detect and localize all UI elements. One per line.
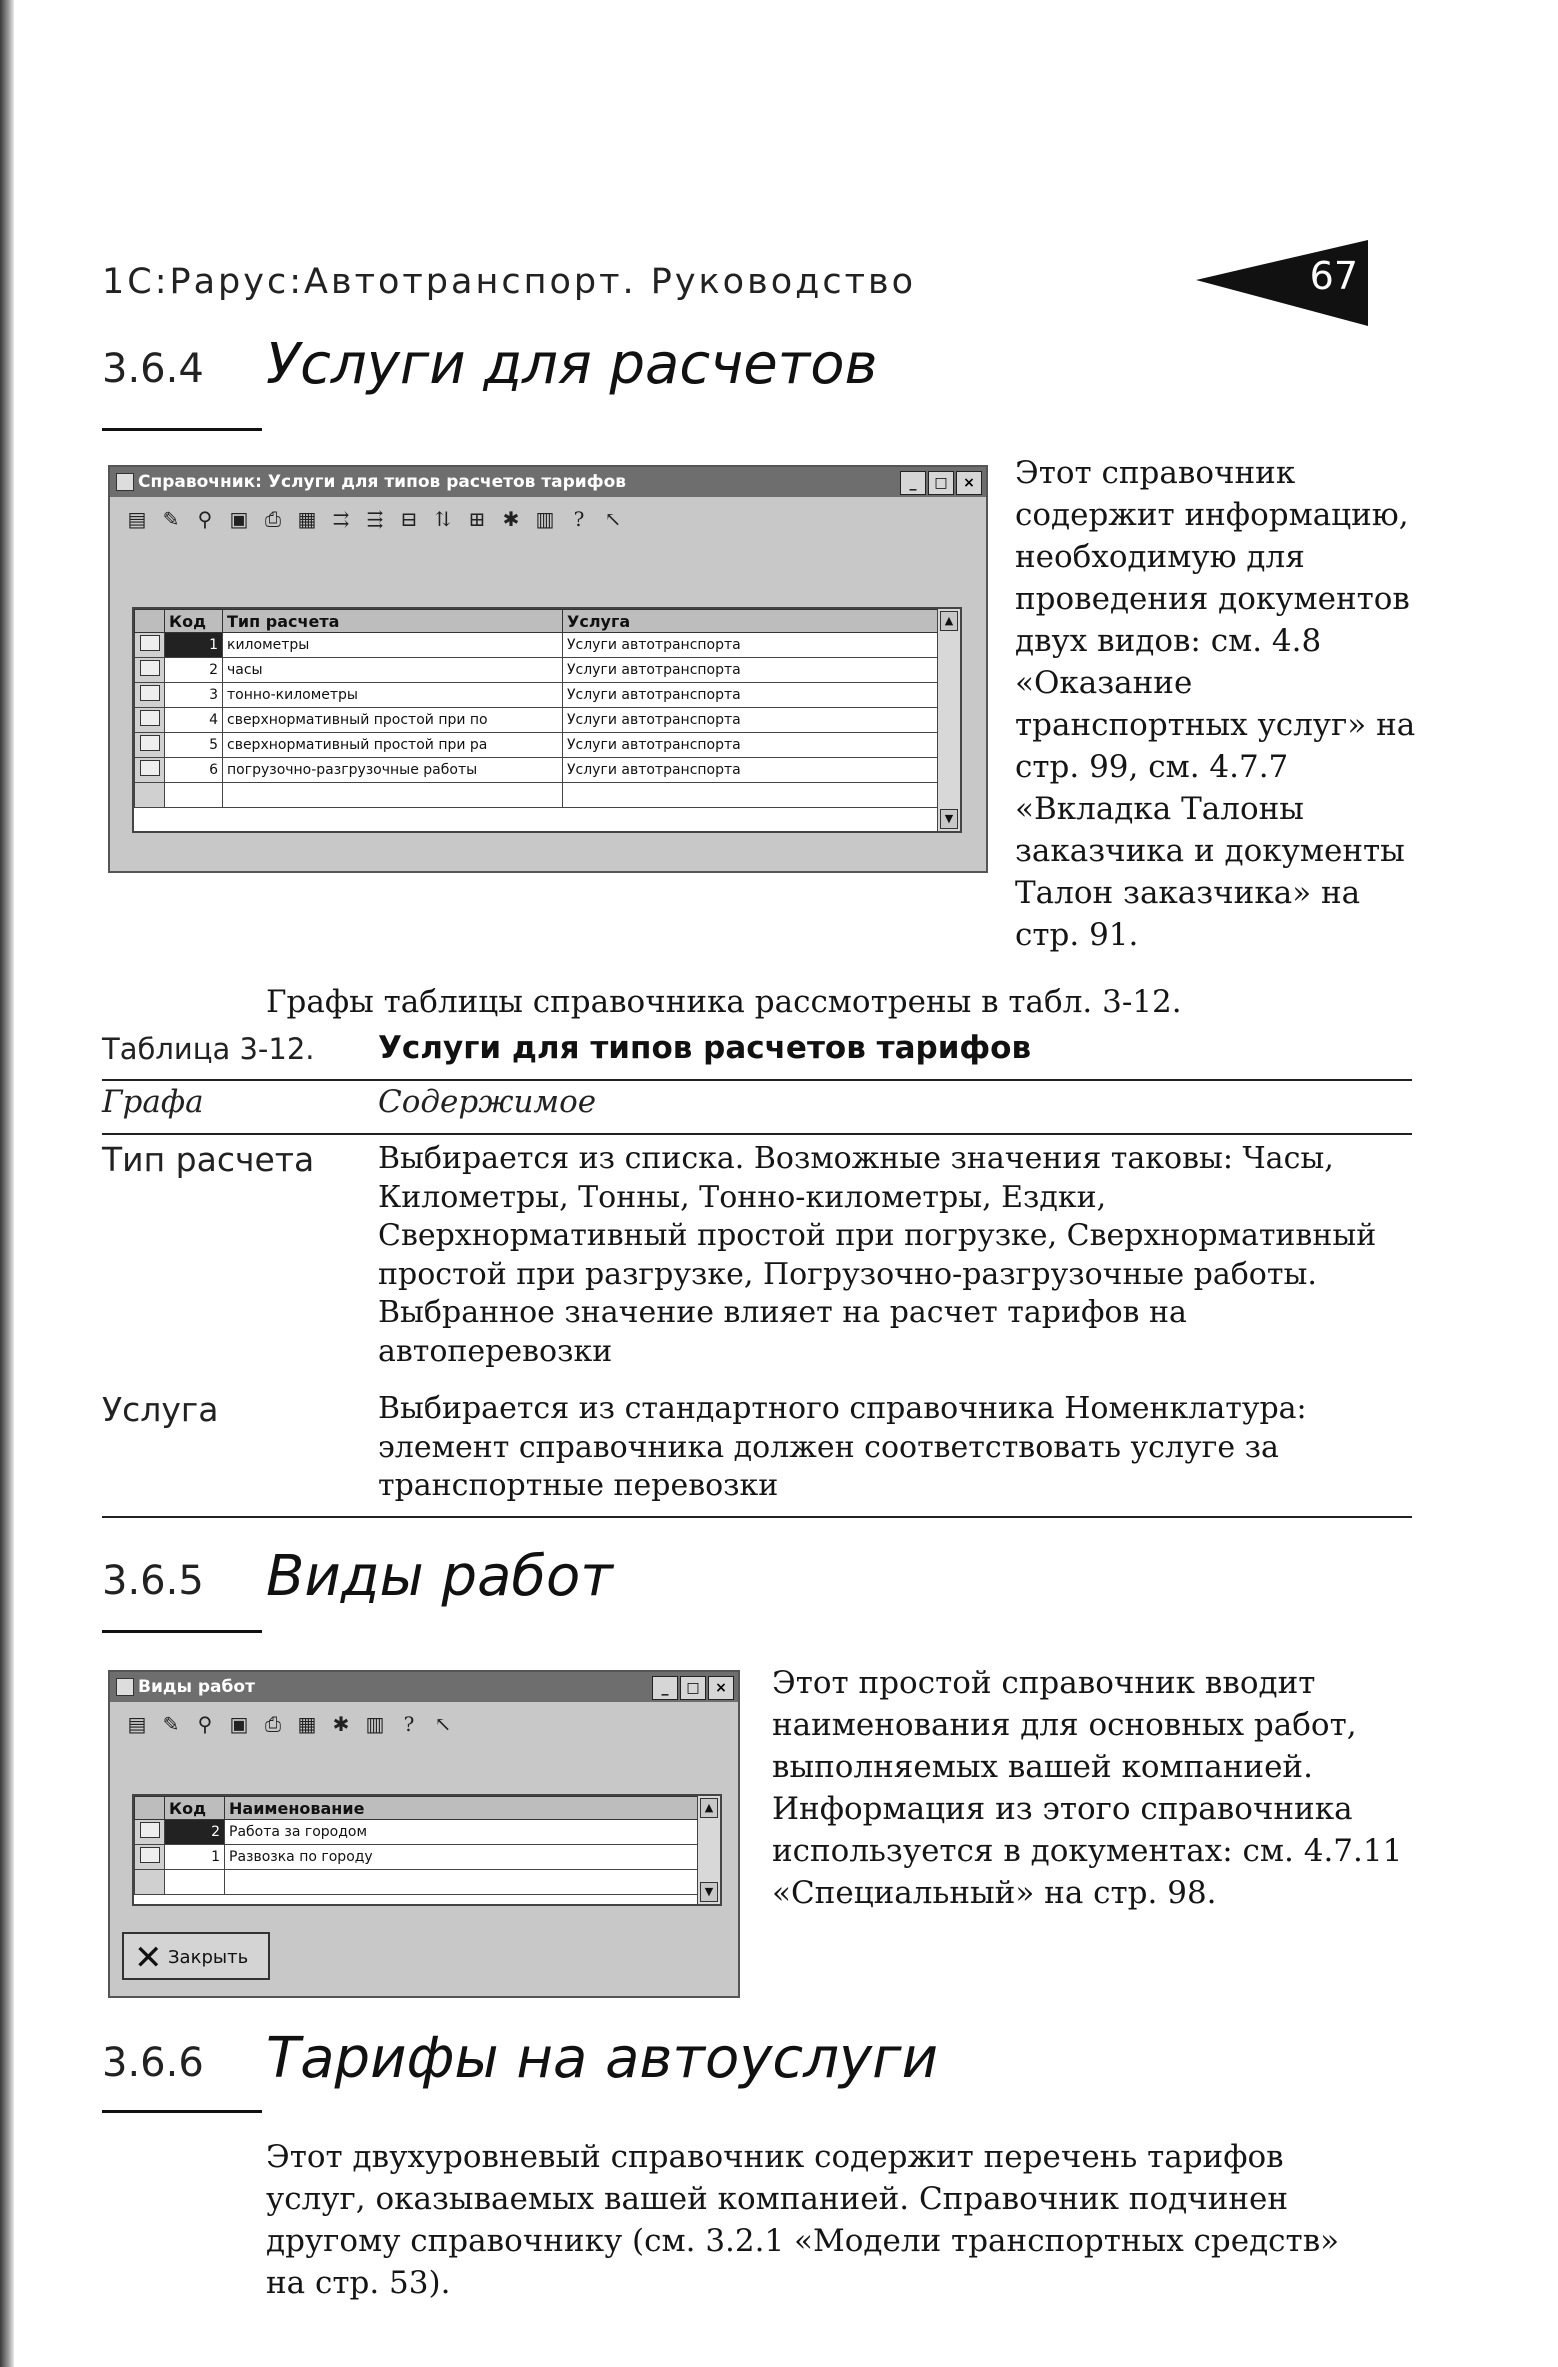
settings-icon[interactable]: ✱	[502, 507, 520, 531]
table-row-content: Выбирается из списка. Возможные значения таковы: Часы, Километры, Тонны, Тонно-километры, Ездки, Сверхнормативный простой при погрузке, Сверхнормативный простой при разгрузке, Погрузочно-разгрузочные работы. Выбранное значение влияет на расчет тарифов на автоперевозки	[378, 1141, 1377, 1369]
table-top-rule	[102, 1079, 1412, 1081]
column-header-service[interactable]: Услуга	[563, 610, 960, 633]
section-title-364: Услуги для расчетов	[266, 332, 878, 397]
folder-icon	[140, 760, 160, 776]
table-caption-label: Таблица 3-12.	[102, 1032, 315, 1066]
group-icon[interactable]: ▦	[297, 507, 317, 531]
work-types-scrollbar[interactable]	[697, 1796, 720, 1904]
work-types-table	[134, 1796, 720, 1895]
services-grid[interactable]	[132, 607, 962, 833]
column-header-type[interactable]: Тип расчета	[223, 610, 563, 633]
context-help-icon[interactable]: ↖	[434, 1712, 452, 1736]
table-row-empty[interactable]	[135, 783, 960, 808]
tree-icon[interactable]: ⊞	[468, 507, 486, 531]
row-type: часы	[223, 658, 563, 683]
folder-icon	[140, 710, 160, 726]
row-type: сверхнормативный простой при ра	[223, 733, 563, 758]
table-caption-title: Услуги для типов расчетов тарифов	[378, 1030, 1032, 1066]
section-number-364: 3.6.4	[102, 346, 204, 392]
table-row[interactable]	[135, 1820, 720, 1845]
folder-icon	[140, 1847, 160, 1863]
services-scrollbar[interactable]	[937, 609, 960, 831]
row-code: 5	[165, 733, 223, 758]
print-icon[interactable]: ⎙	[265, 507, 281, 531]
table-row-empty[interactable]	[135, 1870, 720, 1895]
table-row[interactable]	[135, 633, 960, 658]
row-code: 3	[165, 683, 223, 708]
row-service: Услуги автотранспорта	[563, 733, 960, 758]
row-name: Развозка по городу	[225, 1845, 720, 1870]
work-types-header-row	[135, 1797, 720, 1820]
column-header-code[interactable]: Код	[165, 610, 223, 633]
folder-icon	[140, 635, 160, 651]
minimize-icon[interactable]: _	[900, 471, 926, 495]
folder-icon	[140, 1822, 160, 1838]
folder-icon	[140, 735, 160, 751]
close-icon[interactable]: ×	[708, 1676, 734, 1700]
find-icon[interactable]: ⚲	[197, 1712, 213, 1736]
folder-icon	[140, 685, 160, 701]
help-icon[interactable]: ?	[573, 507, 585, 531]
tariffs-text: Этот двухуровневый справочник содержит перечень тарифов услуг, оказываемых вашей компанией. Справочник подчинен другому справочнику (см. 3.2.1 «Модели транспортных средств» на стр. 53).	[266, 2139, 1340, 2301]
table-row-field: Услуга	[102, 1390, 219, 1429]
print-icon[interactable]: ⎙	[265, 1712, 281, 1736]
close-button-label: Закрыть	[168, 1947, 249, 1968]
row-service: Услуги автотранспорта	[563, 658, 960, 683]
copy-icon[interactable]: ▣	[229, 507, 249, 531]
row-type: погрузочно-разгрузочные работы	[223, 758, 563, 783]
close-button[interactable]	[122, 1932, 270, 1980]
table-head-content: Содержимое	[378, 1084, 597, 1120]
services-header-row	[135, 610, 960, 633]
context-help-icon[interactable]: ↖	[604, 507, 622, 531]
services-window-title: Справочник: Услуги для типов расчетов тарифов	[138, 472, 627, 492]
work-types-side-text: Этот простой справочник вводит наименования для основных работ, выполняемых вашей компанией. Информация из этого справочника используется в документах: см. 4.7.11 «Специальный» на стр. 98.	[772, 1665, 1403, 1911]
edit-icon[interactable]: ✎	[162, 507, 180, 531]
history-icon[interactable]: ▥	[365, 1712, 385, 1736]
sort-icon[interactable]: ⇅	[434, 507, 452, 531]
section-title-366: Тарифы на автоуслуги	[266, 2026, 938, 2091]
table-row-field: Тип расчета	[102, 1140, 315, 1179]
copy-icon[interactable]: ▣	[229, 1712, 249, 1736]
table-row[interactable]	[135, 708, 960, 733]
row-code: 4	[165, 708, 223, 733]
table-row-content: Выбирается из стандартного справочника Номенклатура: элемент справочника должен соответствовать услуге за транспортные перевозки	[378, 1391, 1307, 1503]
section-rule-364	[102, 428, 262, 431]
close-icon[interactable]: ×	[956, 471, 982, 495]
level-icon[interactable]: ⇶	[366, 507, 384, 531]
folder-icon	[140, 660, 160, 676]
new-icon[interactable]: ▤	[127, 1712, 147, 1736]
work-types-window-title: Виды работ	[138, 1677, 255, 1697]
find-icon[interactable]: ⚲	[197, 507, 213, 531]
page-binding-edge	[0, 0, 14, 2367]
work-types-grid[interactable]	[132, 1794, 722, 1906]
row-service: Услуги автотранспорта	[563, 633, 960, 658]
row-type: тонно-километры	[223, 683, 563, 708]
section-number-366: 3.6.6	[102, 2040, 204, 2086]
section-rule-366	[102, 2110, 262, 2113]
row-service: Услуги автотранспорта	[563, 758, 960, 783]
row-code: 2	[165, 1820, 225, 1845]
window-menu-icon[interactable]	[116, 473, 134, 491]
section-title-365: Виды работ	[266, 1544, 613, 1609]
row-type: километры	[223, 633, 563, 658]
minimize-icon[interactable]: _	[652, 1676, 678, 1700]
table-row[interactable]	[135, 1845, 720, 1870]
row-code: 1	[165, 633, 223, 658]
row-code: 2	[165, 658, 223, 683]
services-toolbar	[110, 497, 986, 541]
table-row[interactable]	[135, 733, 960, 758]
table-row[interactable]	[135, 658, 960, 683]
group-icon[interactable]: ▦	[297, 1712, 317, 1736]
services-table	[134, 609, 960, 808]
row-code: 1	[165, 1845, 225, 1870]
table-head-field: Графа	[102, 1084, 204, 1120]
maximize-icon[interactable]: □	[928, 471, 954, 495]
table-bottom-rule	[102, 1516, 1412, 1518]
mark-column-header	[135, 610, 165, 633]
services-window	[108, 465, 988, 873]
row-name: Работа за городом	[225, 1820, 720, 1845]
scroll-up-icon[interactable]: ▲	[940, 611, 958, 631]
scroll-down-icon[interactable]: ▼	[700, 1882, 718, 1902]
help-icon[interactable]: ?	[403, 1712, 415, 1736]
maximize-icon[interactable]: □	[680, 1676, 706, 1700]
row-service: Услуги автотранспорта	[563, 708, 960, 733]
table-head-rule	[102, 1133, 1412, 1135]
row-service: Услуги автотранспорта	[563, 683, 960, 708]
column-header-code[interactable]: Код	[165, 1797, 225, 1820]
services-side-text: Этот справочник содержит информацию, необходимую для проведения документов двух видов: см. 4.8 «Оказание транспортных услуг» на стр. 99, см. 4.7.7 «Вкладка Талоны заказчика и документы Талон заказчика» на стр. 91.	[1015, 455, 1416, 953]
mark-column-header	[135, 1797, 165, 1820]
table-intro-text: Графы таблицы справочника рассмотрены в табл. 3-12.	[266, 984, 1182, 1020]
page-number: 67	[1309, 254, 1358, 298]
close-x-icon: ✕	[134, 1938, 163, 1978]
section-rule-365	[102, 1630, 262, 1633]
row-type: сверхнормативный простой при по	[223, 708, 563, 733]
column-header-name[interactable]: Наименование	[225, 1797, 720, 1820]
services-window-titlebar[interactable]	[110, 467, 986, 497]
edit-icon[interactable]: ✎	[162, 1712, 180, 1736]
row-code: 6	[165, 758, 223, 783]
history-icon[interactable]: ▥	[535, 507, 555, 531]
page-number-tab	[1196, 240, 1368, 326]
section-number-365: 3.6.5	[102, 1558, 204, 1604]
table-row[interactable]	[135, 683, 960, 708]
window-menu-icon[interactable]	[116, 1678, 134, 1696]
filter-icon[interactable]: ⊟	[400, 507, 418, 531]
running-head: 1С:Рарус:Автотранспорт. Руководство	[102, 262, 917, 302]
new-icon[interactable]: ▤	[127, 507, 147, 531]
move-icon[interactable]: ⇉	[332, 507, 350, 531]
work-types-window	[108, 1670, 740, 1998]
scroll-up-icon[interactable]: ▲	[700, 1798, 718, 1818]
work-types-toolbar	[110, 1702, 738, 1746]
scroll-down-icon[interactable]: ▼	[940, 809, 958, 829]
settings-icon[interactable]: ✱	[332, 1712, 350, 1736]
work-types-window-titlebar[interactable]	[110, 1672, 738, 1702]
table-row[interactable]	[135, 758, 960, 783]
